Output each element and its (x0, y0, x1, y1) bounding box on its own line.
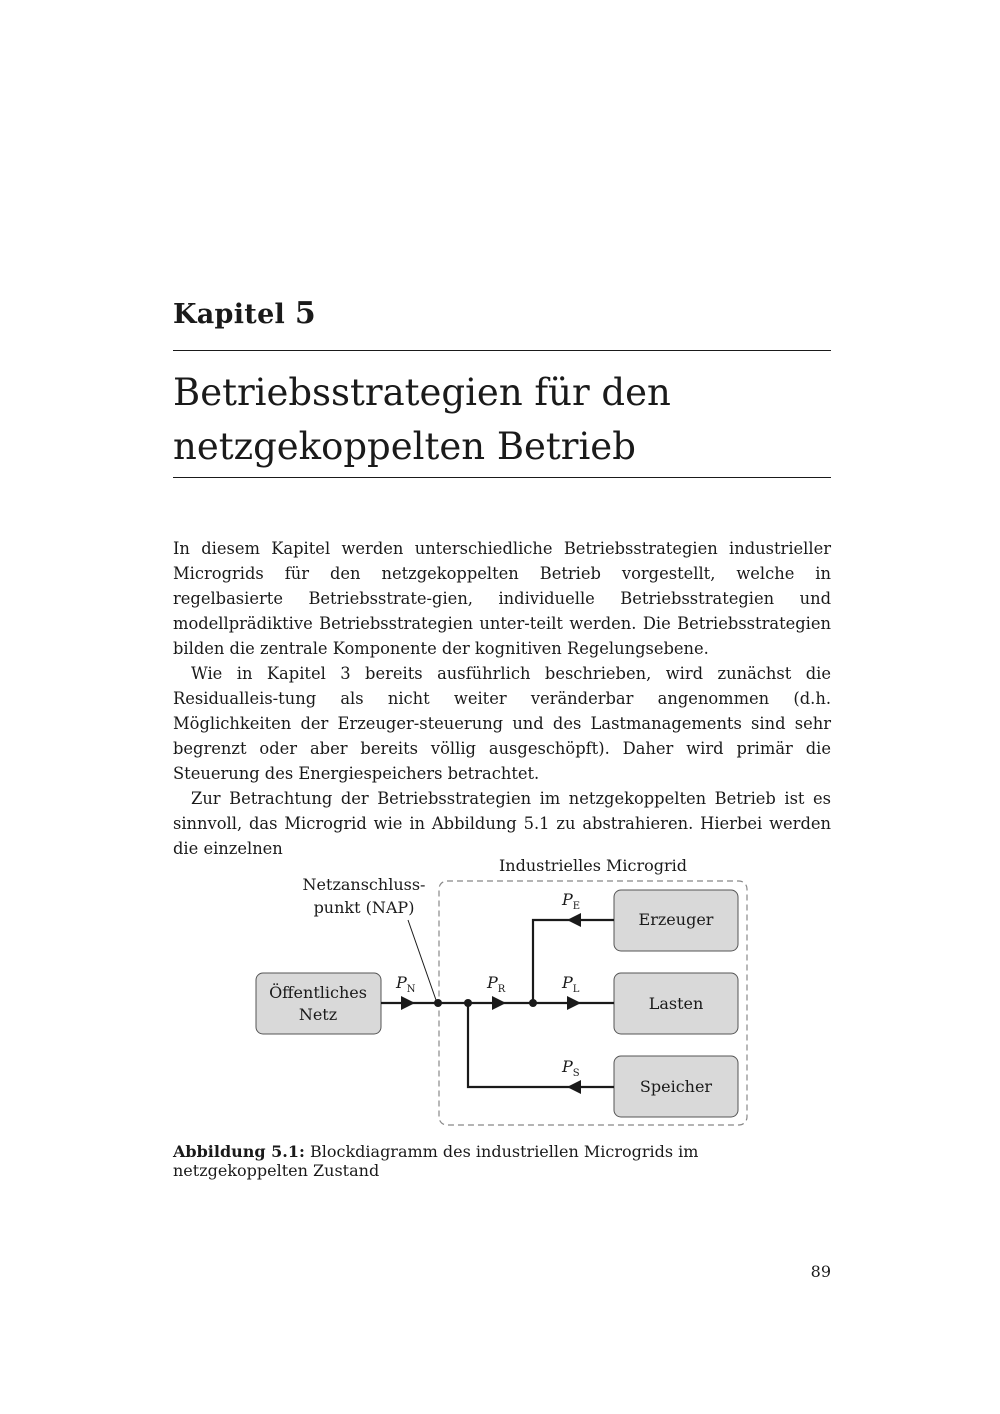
grid-box-label-line-2: Netz (298, 1005, 338, 1024)
storage-box-label: Speicher (639, 1077, 713, 1096)
label-p-l: $P_L$ (562, 973, 580, 995)
chapter-label-word: Kapitel (173, 299, 286, 330)
arrow-load-power (567, 996, 581, 1010)
junction-dot-nap (434, 999, 442, 1007)
arrow-residual-power (492, 996, 506, 1010)
label-p-n: $P_N$ (396, 973, 416, 995)
label-p-s: $P_S$ (562, 1057, 580, 1079)
paragraph-1: In diesem Kapitel werden unterschiedliche Betriebsstrategien industrieller Microgrids für den netzgekoppelten Betrieb vorgestellt, welche in regelbasierte Betriebsstrate-gien, individuelle Betriebsstrategien und modellprädiktive Betriebsstrategien unter-teilt werden. Die Betriebsstrategien bilden die zentrale Komponente der kognitiven Regelungsebene. (173, 539, 831, 658)
load-box-label: Lasten (648, 994, 704, 1013)
nap-label-line-1: Netzanschluss- (302, 875, 426, 894)
generator-box-label: Erzeuger (638, 910, 714, 929)
paragraph-2: Wie in Kapitel 3 bereits ausführlich beschrieben, wird zunächst die Residualleis-tung als nicht weiter veränderbar angenommen (d.h. Möglichkeiten der Erzeuger-steuerung und des Lastmanagements sind sehr begrenzt oder aber bereits völlig ausgeschöpft). Daher wird primär die Steuerung des Energiespeichers betrachtet. (173, 664, 831, 783)
arrow-grid-power (401, 996, 415, 1010)
caption-text: Blockdiagramm des industriellen Microgrids im netzgekoppelten Zustand (173, 1142, 699, 1180)
arrow-generator-power (567, 913, 581, 927)
caption-label: Abbildung 5.1: (173, 1142, 305, 1161)
figure-caption (173, 1142, 833, 1180)
chapter-number: 5 (294, 296, 316, 331)
microgrid-label: Industrielles Microgrid (498, 856, 688, 875)
chapter-title-line-2: netzgekoppelten Betrieb (173, 425, 636, 468)
label-p-e: $P_E$ (562, 890, 581, 912)
paragraph-3: Zur Betrachtung der Betriebsstrategien im netzgekoppelten Betrieb ist es sinnvoll, das Microgrid wie in Abbildung 5.1 zu abstrahieren. Hierbei werden die einzelnen (173, 789, 831, 858)
storage-branch-line (468, 1003, 614, 1087)
arrow-storage-power (567, 1080, 581, 1094)
chapter-title-line-1: Betriebsstrategien für den (173, 371, 671, 414)
nap-label-line-2: punkt (NAP) (313, 898, 415, 917)
page-number: 89 (810, 1262, 831, 1281)
junction-dot-generator (529, 999, 537, 1007)
grid-box-label-line-1: Öffentliches (269, 983, 367, 1002)
junction-dot-storage (464, 999, 472, 1007)
label-p-r: $P_R$ (487, 973, 506, 995)
